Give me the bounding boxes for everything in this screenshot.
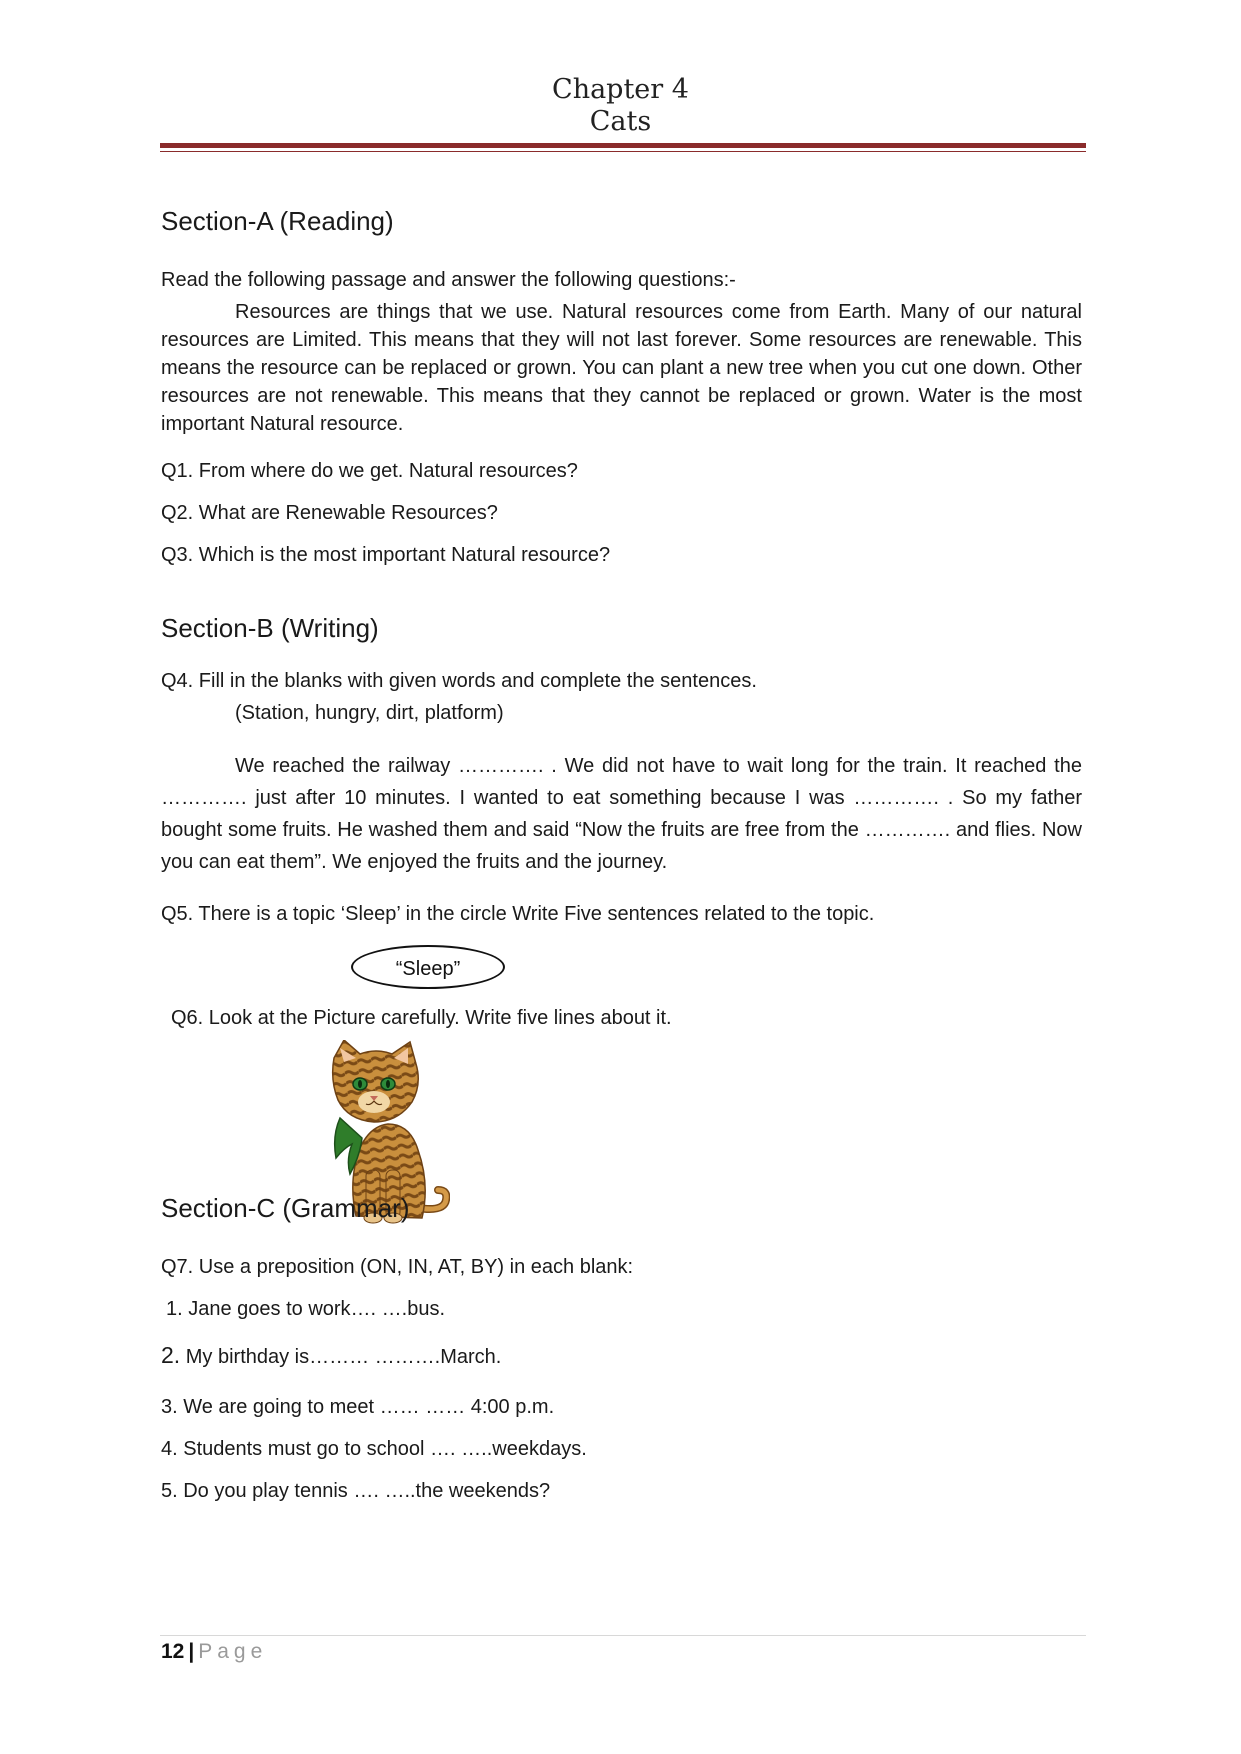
page-footer bbox=[161, 1640, 267, 1664]
sleep-topic-label: “Sleep” bbox=[395, 958, 461, 980]
header-rule bbox=[160, 143, 1086, 148]
page-number: 12 bbox=[161, 1640, 185, 1663]
chapter-label: Chapter 4 bbox=[552, 74, 689, 105]
question-2: Q2. What are Renewable Resources? bbox=[161, 502, 498, 524]
question-4: Q4. Fill in the blanks with given words and complete the sentences. bbox=[161, 670, 757, 692]
footer-separator: | bbox=[188, 1640, 195, 1663]
header-rule-thin bbox=[160, 151, 1086, 152]
preposition-item-2 bbox=[161, 1342, 501, 1369]
preposition-item-5: 5. Do you play tennis …. …..the weekends? bbox=[161, 1480, 551, 1502]
question-3: Q3. Which is the most important Natural resource? bbox=[161, 544, 611, 566]
question-7: Q7. Use a preposition (ON, IN, AT, BY) in each blank: bbox=[161, 1256, 634, 1278]
chapter-title: Cats bbox=[589, 106, 652, 137]
question-5: Q5. There is a topic ‘Sleep’ in the circle Write Five sentences related to the topic. bbox=[161, 903, 875, 925]
question-6: Q6. Look at the Picture carefully. Write five lines about it. bbox=[171, 1007, 672, 1029]
reading-instruction: Read the following passage and answer the following questions:- bbox=[161, 269, 736, 291]
reading-passage: Resources are things that we use. Natural resources come from Earth. Many of our natural resources are Limited. This means that they will not last forever. Some resources are renewable. This means the resource can be replaced or grown. You can plant a new tree when you cut one down. Other resources are not renewable. This means that they cannot be replaced or grown. Water is the most important Natural resource. bbox=[161, 301, 1082, 435]
section-c-heading: Section-C (Grammar) bbox=[161, 1193, 410, 1223]
preposition-item-3: 3. We are going to meet …… …… 4:00 p.m. bbox=[161, 1396, 555, 1418]
section-a-heading: Section-A (Reading) bbox=[161, 206, 394, 236]
preposition-item-4: 4. Students must go to school …. …..weekdays. bbox=[161, 1438, 587, 1460]
preposition-item-2-number: 2. bbox=[161, 1342, 181, 1368]
sleep-topic-ellipse bbox=[351, 945, 505, 989]
question-1: Q1. From where do we get. Natural resources? bbox=[161, 460, 578, 482]
footer-rule bbox=[160, 1635, 1086, 1636]
section-b-heading: Section-B (Writing) bbox=[161, 613, 379, 643]
preposition-item-1: 1. Jane goes to work…. ….bus. bbox=[166, 1298, 446, 1320]
preposition-item-2-text: My birthday is……… ……….March. bbox=[185, 1346, 502, 1368]
word-bank: (Station, hungry, dirt, platform) bbox=[235, 702, 504, 724]
fill-in-passage: We reached the railway …………. . We did not have to wait long for the train. It reached the …………. just after 10 minutes. I wanted to eat something because I was …………. . So my father bought some fruits. He washed them and said “Now the fruits are free from the …………. and flies. Now you can eat them”. We enjoyed the fruits and the journey. bbox=[161, 755, 1082, 873]
page-label: Page bbox=[198, 1640, 268, 1663]
